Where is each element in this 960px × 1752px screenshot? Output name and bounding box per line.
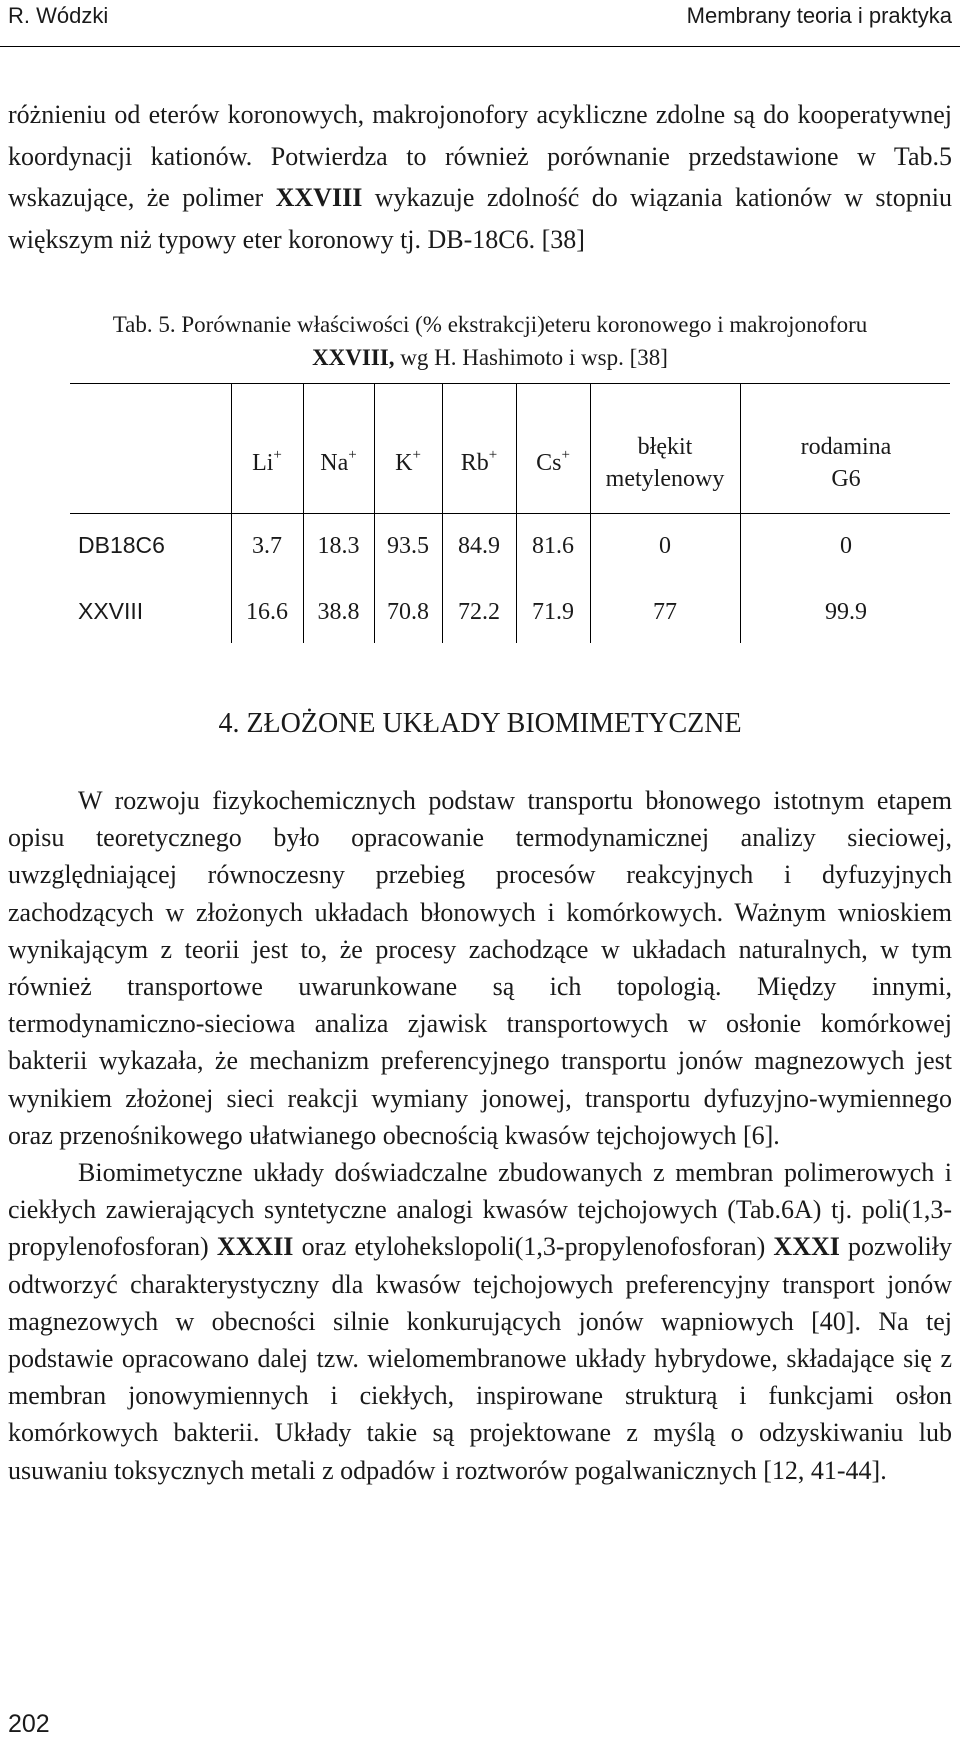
row-label-xxviii: XXVIII	[78, 598, 144, 624]
table-cell: 72.2	[458, 599, 500, 625]
table-cell: 18.3	[317, 533, 360, 559]
table-cell: 16.6	[246, 599, 288, 625]
page-number: 202	[8, 1710, 50, 1738]
header-k: K+	[395, 447, 421, 476]
paragraph-2: Biomimetyczne układy doświadczalne zbudowanych z membran polimerowych i ciekłych zawierających syntetyczne analogi kwasów tejchojowych (Tab.6A) tj. poli(1,3-propylenofosforan) XXXII oraz etylohekslopoli(1,3-propylenofosforan) XXXI pozwoliły odtworzyć charakterystyczny dla kwasów tejchojowych preferencyjny transport jonów magnezowych w obecności silnie konkurujących jonów wapniowych [40]. Na tej podstawie opracowano dalej tzw. wielomembranowe układy hybrydowe, składające się z membran jonowymiennych i ciekłych, inspirowane strukturą i funkcjami osłon komórkowych bakterii. Układy takie są projektowane z myślą o odzyskiwaniu lub usuwaniu toksycznych metali z odpadów i roztworów pogalwanicznych [12, 41-44].	[8, 1158, 952, 1485]
caption-line-2: wg H. Hashimoto i wsp. [38]	[394, 345, 668, 370]
section-heading: 4. ZŁOŻONE UKŁADY BIOMIMETYCZNE	[218, 708, 742, 739]
table-cell: 93.5	[387, 533, 429, 559]
compound-xxxi: XXXI	[773, 1232, 840, 1262]
table-cell: 38.8	[317, 599, 360, 625]
paragraph-1: W rozwoju fizykochemicznych podstaw transportu błonowego istotnym etapem opisu teoretycznego było opracowanie termodynamicznej analizy sieciowej, uwzględniającej równoczesny przebieg procesów reakcyjnych i dyfuzyjnych zachodzących w złożonych układach błonowych i komórkowych. Ważnym wnioskiem wynikającym z teorii jest to, że procesy zachodzące w układach naturalnych, w tym również transportowe uwarunkowane są ich topologią. Między innymi, termodynamiczno-sieciowa analiza zjawisk transportowych w osłonie komórkowej bakterii wykazała, że mechanizm preferencyjnego transportu jonów magnezowych jest wynikiem złożonej sieci reakcji wymiany jonowej, transportu dyfuzyjno-wymiennego oraz przenośnikowego ułatwianego obecnością kwasów tejchojowych [6].	[8, 786, 952, 1150]
row-label-db18c6: DB18C6	[78, 532, 165, 558]
compound-xxxii: XXXII	[216, 1232, 294, 1262]
table-top-rule	[70, 383, 950, 384]
header-book-title: Membrany teoria i praktyka	[686, 3, 952, 28]
table-cell: 70.8	[387, 599, 429, 625]
table-cell: 0	[840, 533, 852, 559]
header-methylene-blue: błękit metylenowy	[605, 434, 725, 492]
table-cell: 77	[653, 599, 677, 625]
intro-paragraph	[8, 94, 952, 260]
table-cell: 0	[659, 533, 671, 559]
intro-text-1: różnieniu od eterów koronowych, makrojonofory acykliczne zdolne są do kooperatywnej koordynacji kationów. Potwierdza to również porównanie przedstawione w Tab.5 wskazujące, że polimer	[8, 100, 952, 212]
table-caption	[30, 308, 950, 374]
header-rhodamine-g6: rodamina G6	[800, 434, 892, 492]
table-header-rule	[70, 513, 950, 514]
header-na: Na+	[320, 447, 357, 476]
table-cell: 71.9	[532, 599, 574, 625]
table-cell: 99.9	[825, 599, 867, 625]
table-cell: 84.9	[458, 533, 500, 559]
table-cell: 3.7	[252, 533, 282, 559]
header-cs: Cs+	[536, 447, 570, 476]
caption-line-1: Tab. 5. Porównanie właściwości (% ekstrakcji)eteru koronowego i makrojonoforu	[112, 312, 868, 337]
page-header	[0, 0, 960, 47]
intro-bold-compound: XXVIII	[275, 183, 363, 212]
header-li: Li+	[252, 447, 282, 476]
header-author: R. Wódzki	[8, 3, 109, 28]
header-rb: Rb+	[460, 447, 498, 476]
intro-text-2: wykazuje zdolność do wiązania kationów w stopniu większym niż typowy eter koronowy tj. DB-18C6. [38]	[8, 183, 952, 254]
caption-bold: XXVIII,	[312, 345, 395, 370]
table-cell: 81.6	[532, 533, 574, 559]
section-body	[8, 782, 952, 1489]
